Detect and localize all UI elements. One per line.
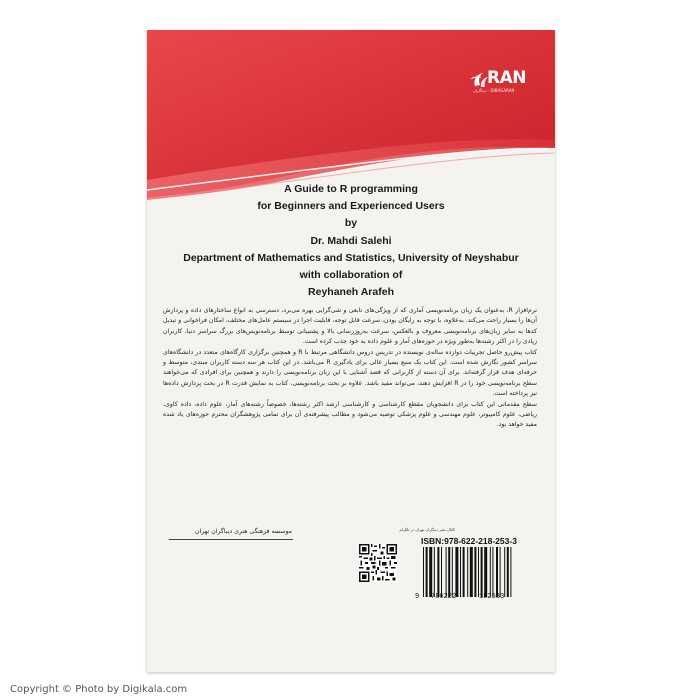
logo-small-text: نشر <box>471 74 482 80</box>
book-title-line-1: A Guide to R programming <box>284 183 418 195</box>
barcode-icon <box>423 547 531 597</box>
qr-caption: کانال نشر دیباگران تهران در تلگرام <box>399 527 455 532</box>
collaboration-line: with collaboration of <box>299 269 403 282</box>
qr-code-icon <box>359 544 397 582</box>
author-affiliation: Department of Mathematics and Statistics, University of Neyshabur <box>183 251 519 264</box>
barcode-group-1: 786222 <box>431 593 457 601</box>
isbn-number: ISBN:978-622-218-253-3 <box>421 536 517 546</box>
logo-brand: RAN <box>487 68 526 88</box>
red-wave-header <box>147 30 555 205</box>
book-title-line-2: for Beginners and Experienced Users <box>257 200 445 213</box>
description-paragraph: کتاب پیش‌رو حاصل تجربیات دوازده ساله‌ی نویسنده در تدریس دروس دانشگاهی مرتبط با R و همچنین برگزاری کارگاه‌های متعدد در دانشگاه‌های سراسر کشور نگارش شده است. این کتاب یک منبع بسیار عالی برای یادگیری R می‌باشد. در این کتاب هر سه دسته کاربران مبتدی، متوسط و حرفه‌ای هدف قرار گرفته‌اند. برای آن دسته از کاربرانی که قصد آشنایی با این زبان برنامه‌نویسی را دارند و همچنین برای افرادی که می‌خواهند سطح برنامه‌نویسی خود را در R افزایش دهند، می‌تواند مفید باشد. علاوه بر بحث برنامه‌نویسی، کتاب به نمایش قدرت R در بحث پردازش داده‌ها نیز پرداخته است. <box>163 348 537 398</box>
english-title-block <box>147 181 555 301</box>
barcode-first-digit: 9 <box>415 593 420 601</box>
publisher-logo <box>471 68 531 94</box>
photo-copyright: Copyright © Photo by Digikala.com <box>10 684 188 695</box>
author-name: Dr. Mahdi Salehi <box>310 234 392 247</box>
description-paragraph: نرم‌افزار R، به‌عنوان یک زبان برنامه‌نویسی آماری که از ویژگی‌های تابعی و شی‌گرایی بهره می‌برد، دسترسی به انواع ساختارهای داده و پردازش آن‌ها را بسیار راحت می‌کند. به‌علاوه، با توجه به رایگان بودن، سرعت قابل توجه، قابلیت اجرا در سیستم عامل‌های مختلف، امکان فراخوانی و تبدیل کدها به سایر زبان‌های برنامه‌نویسی معروف و بالعکس، سرعت به‌روزرسانی بالا و پشتیبانی توسط برنامه‌نویس‌های بزرگ سراسر دنیا، کاربران زیادی را در اکثر رشته‌ها به‌طور ویژه در حوزه‌های آمار و علوم داده به خود جذب کرده است. <box>163 307 537 346</box>
logo-subtitle: دیباگران - DIBAGARAN <box>473 88 515 93</box>
isbn-block <box>351 527 531 607</box>
publisher-divider <box>169 539 293 540</box>
barcode-group-2: 182533 <box>479 593 505 601</box>
book-back-cover <box>147 30 555 672</box>
publisher-name: موسسه فرهنگی هنری دیباگران تهران <box>195 528 292 535</box>
by-line: by <box>344 217 358 230</box>
collaborator-name: Reyhaneh Arafeh <box>308 286 394 299</box>
persian-description <box>163 306 537 431</box>
description-paragraph: سطح مقدماتی این کتاب برای دانشجویان مقطع کارشناسی و کارشناسی ارشد اکثر رشته‌ها، خصوصاً رشته‌های آمار، علوم داده، داده کاوی، ریاضی، علوم کامپیوتر، علوم مهندسی و علوم پزشکی توصیه می‌شود و مطالب پیشرفته‌ی آن برای تمامی پژوهشگران محترم حوزه‌های یاد شده مفید خواهد بود. <box>163 400 537 429</box>
